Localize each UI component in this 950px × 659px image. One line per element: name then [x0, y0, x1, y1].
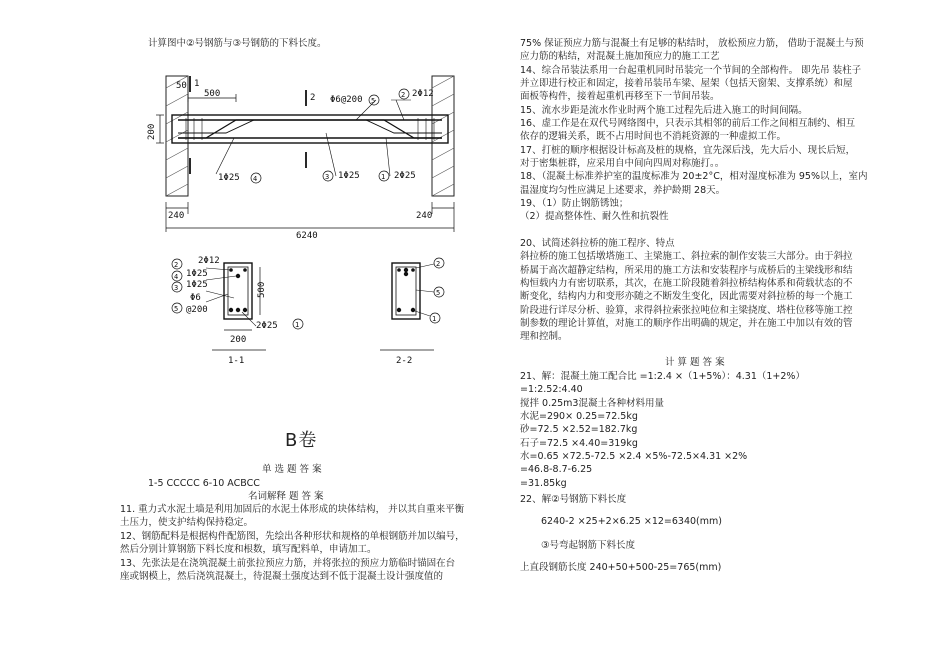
- term-line-5: 13、先张法是在浇筑混凝土前张拉预应力筋，并将张拉的预应力筋临时锚固在台: [120, 558, 456, 569]
- r-line-10: 对于密集桩群，应采用自中间向四周对称施打。。: [520, 158, 725, 169]
- calc-line-8: =46.8-8.7-6.25: [520, 464, 593, 475]
- single-choice-header: 单 选 题 答 案: [262, 464, 322, 475]
- s22-no5: 5: [436, 289, 441, 297]
- term-line-3: 12、钢筋配料是根据构件配筋图，先绘出各种形状和规格的单根钢筋并加以编号，: [120, 531, 465, 542]
- single-choice-answers: 1-5 CCCCC 6-10 ACBCC: [148, 478, 260, 489]
- dim-500: 500: [204, 89, 221, 99]
- r-line-5: 面板等构件，接着起重机再移至下一节间吊装。: [520, 91, 720, 102]
- bent-bar: [178, 120, 442, 138]
- s11-1phi25b: 1Φ25: [186, 280, 208, 290]
- terms-header: 名词解释 题 答 案: [248, 491, 324, 502]
- s11-dim200: 200: [230, 335, 247, 345]
- term-line-4: 然后分别计算钢筋下料长度和根数，填写配料单，申请加工。: [120, 544, 377, 555]
- r-line-12: 温湿度均匀性应满足上述要求，养护龄期 28天。: [520, 185, 726, 196]
- term-line-6: 座或钢模上，然后浇筑混凝土，待混凝土强度达到不低于混凝土设计强度值的: [120, 571, 444, 582]
- r-mid-5: 断变化，结构内力和变形亦随之不断发生变化，因此需要对斜拉桥的每一个施工: [520, 291, 853, 302]
- r-line-14: （2）提高整体性、耐久性和抗裂性: [520, 211, 669, 222]
- r-line-2: 应力筋的粘结，对混凝土施加预应力的施工工艺: [520, 51, 720, 62]
- s11-at200: @200: [186, 305, 208, 315]
- rebar-drawing: [146, 58, 468, 370]
- section-2-2: [380, 258, 444, 350]
- s11-2phi25: 2Φ25: [256, 321, 278, 331]
- s11-no4: 4: [174, 273, 179, 281]
- r-mid-4: 构恒载内力有密切联系，其次，在施工阶段随着斜拉桥结构体系和荷载状态的不: [520, 278, 853, 289]
- s11-no2: 2: [174, 261, 179, 269]
- dim-240-right: 240: [416, 211, 433, 221]
- s22-no1: 1: [432, 315, 437, 323]
- r-mid-6: 阶段进行详尽分析、验算，求得斜拉索张拉吨位和主梁挠度、塔柱位移等施工控: [520, 305, 853, 316]
- calc-line-7: 水=0.65 ×72.5-72.5 ×2.4 ×5%-72.5×4.31 ×2%: [520, 451, 748, 462]
- r-mid-3: 桥属于高次超静定结构，所采用的施工方法和安装程序与成桥后的主梁线形和结: [520, 265, 853, 276]
- s11-dim500: 500: [257, 281, 267, 298]
- s11-no5: 5: [174, 305, 179, 313]
- s22-title: 2-2: [396, 356, 413, 366]
- calc-line-3: 搅拌 0.25m3混凝土各种材料用量: [520, 398, 664, 409]
- section-mark-1: 1: [194, 79, 200, 89]
- dim-6240: 6240: [296, 231, 318, 241]
- r-line-1: 75% 保证预应力筋与混凝土有足够的粘结时， 放松预应力筋， 借助于混凝土与预: [520, 38, 864, 49]
- calc-line-10: 22、解②号钢筋下料长度: [520, 494, 627, 505]
- intro-text: 计算图中②号钢筋与③号钢筋的下料长度。: [148, 38, 327, 49]
- dim-200: 200: [147, 123, 157, 140]
- term-line-1: 11. 重力式水泥土墙是利用加固后的水泥土体形成的块体结构， 并以其自重来平衡: [120, 504, 465, 515]
- calc-header: 计 算 题 答 案: [665, 357, 725, 368]
- right-wall-hatch: [432, 76, 454, 196]
- r-line-13: 19、（1）防止钢筋锈蚀；: [520, 198, 629, 209]
- bar3-label: 1Φ25: [338, 171, 360, 181]
- s11-no3: 3: [174, 284, 179, 292]
- r-line-9: 17、打桩的顺序根据设计标高及桩的规格，宜先深后浅，先大后小、现长后短，: [520, 145, 856, 156]
- dim-240-left: 240: [168, 211, 185, 221]
- r-mid-8: 理和控制。: [520, 331, 568, 342]
- r-line-7: 16、虚工作是在双代号网络图中，只表示其相邻的前后工作之间相互制约、相互: [520, 118, 856, 129]
- beam-elevation: [156, 76, 454, 232]
- calc-line-5: 砂=72.5 ×2.52=182.7kg: [520, 424, 638, 435]
- calc22-bar3: ③号弯起钢筋下料长度: [541, 540, 636, 551]
- r-line-3: 14、综合吊装法系用一台起重机同时吊装完一个节间的全部构件。 即先吊 装柱子: [520, 65, 862, 76]
- volume-title: B卷: [285, 430, 318, 451]
- calc-line-6: 石子=72.5 ×4.40=319kg: [520, 438, 638, 449]
- r-line-6: 15、流水步距是流水作业时两个施工过程先后进入施工的时间间隔。: [520, 105, 808, 116]
- r-mid-2: 斜拉桥的施工包括墩塔施工、主梁施工、斜拉索的制作安装三大部分。由于斜拉: [520, 251, 853, 262]
- top-bar-label: 2Φ12: [412, 89, 434, 99]
- left-wall-hatch: [166, 76, 188, 196]
- calc22-formula: 6240-2 ×25+2×6.25 ×12=6340(mm): [541, 516, 722, 527]
- stirrups: [186, 118, 434, 140]
- r-mid-1: 20、试简述斜拉桥的施工程序、特点: [520, 238, 675, 249]
- top-bar-no: 2: [401, 91, 406, 99]
- bar4-no: 4: [253, 175, 258, 183]
- calc22-bar3-formula: 上直段钢筋长度 240+50+500-25=765(mm): [520, 562, 722, 573]
- s11-1phi25a: 1Φ25: [186, 269, 208, 279]
- s11-no1: 1: [295, 321, 300, 329]
- s22-no2: 2: [436, 260, 441, 268]
- beam-outline: [172, 115, 448, 143]
- calc-line-1: 21、解：混凝土施工配合比 =1:2.4 ×（1+5%）：4.31（1+2%）: [520, 371, 805, 382]
- r-line-11: 18、（混凝土标准养护室的温度标准为 20±2°C，相对湿度标准为 95%以上，室内: [520, 171, 868, 182]
- s11-phi6: Φ6: [190, 293, 201, 303]
- r-line-4: 并立即进行校正和固定，接着吊装吊车梁、屋架（包括天窗架、支撑系统）和屋: [520, 78, 853, 89]
- calc-line-9: =31.85kg: [520, 478, 567, 489]
- term-line-2: 土压力，使支护结构保持稳定。: [120, 517, 254, 528]
- bar4-label: 1Φ25: [218, 173, 240, 183]
- s11-title: 1-1: [228, 356, 245, 366]
- dim-50: 50: [176, 81, 187, 91]
- bar3-no: 3: [325, 173, 330, 181]
- r-mid-7: 制参数的理论计算值，对施工的顺序作出明确的规定，并在施工中加以有效的管: [520, 318, 853, 329]
- calc-line-4: 水泥=290× 0.25=72.5kg: [520, 411, 638, 422]
- stirrup-label: Φ6@200: [330, 95, 363, 105]
- bar1-no: 1: [381, 173, 386, 181]
- calc-line-2: =1:2.52:4.40: [520, 384, 583, 395]
- stirrup-no: 5: [371, 97, 376, 105]
- r-line-8: 依存的逻辑关系，既不占用时间也不消耗资源的一种虚拟工作。: [520, 131, 787, 142]
- bar1-label: 2Φ25: [394, 171, 416, 181]
- section-mark-2: 2: [310, 93, 316, 103]
- s11-2phi12: 2Φ12: [198, 256, 220, 266]
